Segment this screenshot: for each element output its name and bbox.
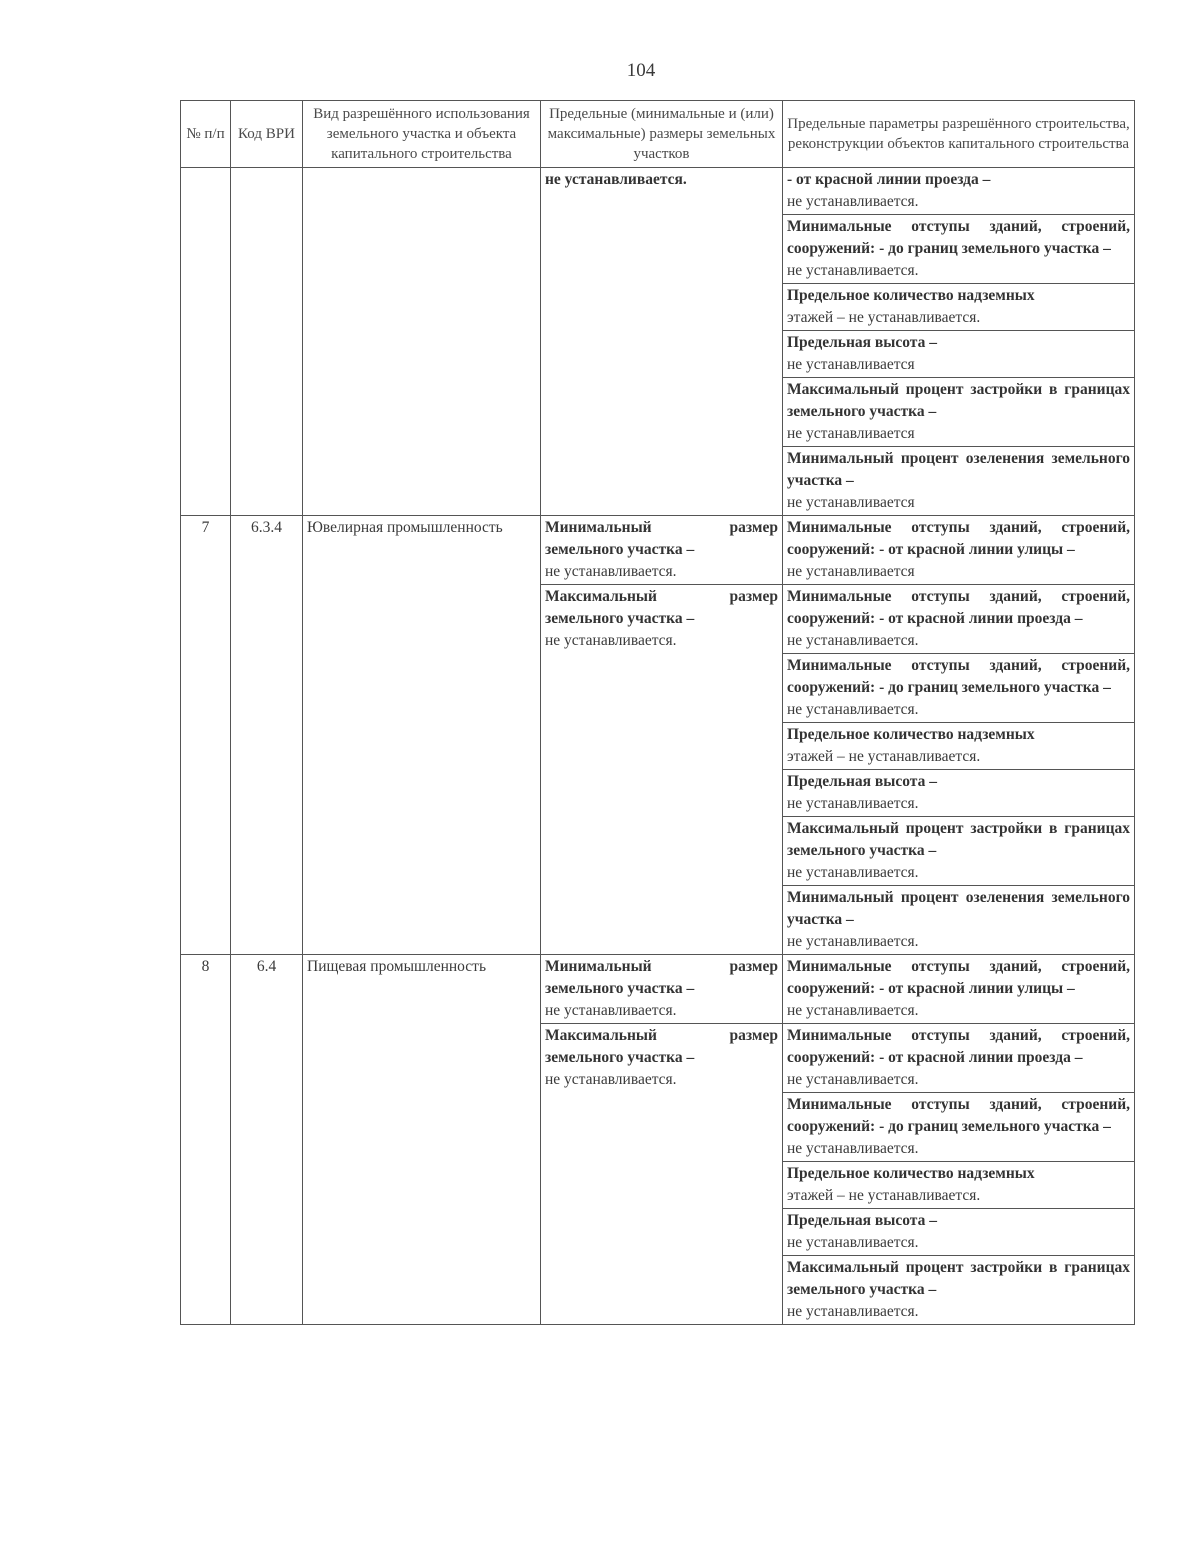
- param-bold: Предельная высота –: [787, 773, 937, 790]
- param-bold: Предельное количество надземных: [787, 287, 1035, 304]
- param-plain: этажей – не устанавливается.: [787, 309, 981, 326]
- row-number: 7: [181, 516, 231, 955]
- param-cell: [783, 215, 1135, 284]
- param-cell: [783, 585, 1135, 654]
- max-size-bold: Максимальный размер земельного участка –: [545, 588, 778, 627]
- min-size-bold: Минимальный размер земельного участка –: [545, 958, 778, 997]
- header-sizes: Предельные (минимальные и (или) максимальные) размеры земельных участков: [541, 101, 783, 168]
- param-plain: не устанавливается.: [787, 1002, 919, 1019]
- param-bold: Минимальные отступы зданий, строений, сооружений: - от красной линии проезда –: [787, 1027, 1130, 1066]
- max-size-cell: [541, 585, 783, 955]
- param-plain: не устанавливается.: [787, 1303, 919, 1320]
- param-cell: [783, 1162, 1135, 1209]
- row-use: Ювелирная промышленность: [303, 516, 541, 955]
- param-cell: [783, 955, 1135, 1024]
- param-cell: [783, 331, 1135, 378]
- param-cell: [783, 1024, 1135, 1093]
- param-bold: Минимальные отступы зданий, строений, сооружений: - от красной линии улицы –: [787, 519, 1130, 558]
- param-plain: не устанавливается.: [787, 1140, 919, 1157]
- param-plain: не устанавливается.: [787, 262, 919, 279]
- min-size-bold: Минимальный размер земельного участка –: [545, 519, 778, 558]
- param-plain: не устанавливается.: [787, 1071, 919, 1088]
- header-num: № п/п: [181, 101, 231, 168]
- param-bold: Минимальные отступы зданий, строений, сооружений: - до границ земельного участка –: [787, 218, 1130, 257]
- param-bold: Предельная высота –: [787, 1212, 937, 1229]
- param-bold: Предельное количество надземных: [787, 1165, 1035, 1182]
- param-plain: не устанавливается.: [787, 1234, 919, 1251]
- param-cell: [783, 654, 1135, 723]
- cont-num-cell: [181, 168, 231, 516]
- param-plain: этажей – не устанавливается.: [787, 1187, 981, 1204]
- param-cell: [783, 723, 1135, 770]
- cont-size-cell: [541, 168, 783, 516]
- cont-size-text: не устанавливается.: [545, 171, 687, 188]
- param-bold: Минимальные отступы зданий, строений, сооружений: - до границ земельного участка –: [787, 1096, 1130, 1135]
- param-plain: не устанавливается.: [787, 193, 919, 210]
- param-bold: Минимальный процент озеленения земельного участка –: [787, 889, 1130, 928]
- row-code: 6.3.4: [231, 516, 303, 955]
- param-bold: Максимальный процент застройки в границах земельного участка –: [787, 1259, 1130, 1298]
- param-cell: [783, 284, 1135, 331]
- param-cell: [783, 516, 1135, 585]
- header-code: Код ВРИ: [231, 101, 303, 168]
- param-cell: [783, 1209, 1135, 1256]
- header-params: Предельные параметры разрешённого строительства, реконструкции объектов капитального строительства: [783, 101, 1135, 168]
- min-size-plain: не устанавливается.: [545, 1002, 677, 1019]
- table-row: [181, 516, 1135, 585]
- param-cell: [783, 770, 1135, 817]
- param-cell: [783, 886, 1135, 955]
- max-size-bold: Максимальный размер земельного участка –: [545, 1027, 778, 1066]
- param-cell: [783, 447, 1135, 516]
- max-size-cell: [541, 1024, 783, 1325]
- param-plain: не устанавливается.: [787, 632, 919, 649]
- param-bold: Максимальный процент застройки в границах земельного участка –: [787, 820, 1130, 859]
- param-bold: Предельная высота –: [787, 334, 937, 351]
- row-code: 6.4: [231, 955, 303, 1325]
- param-bold: Минимальные отступы зданий, строений, сооружений: - от красной линии проезда –: [787, 588, 1130, 627]
- param-plain: не устанавливается: [787, 494, 915, 511]
- cont-use-cell: [303, 168, 541, 516]
- min-size-plain: не устанавливается.: [545, 563, 677, 580]
- max-size-plain: не устанавливается.: [545, 632, 677, 649]
- param-cell: [783, 817, 1135, 886]
- param-cell: [783, 1256, 1135, 1325]
- param-plain: не устанавливается.: [787, 933, 919, 950]
- table-row: [181, 955, 1135, 1024]
- param-plain: не устанавливается.: [787, 701, 919, 718]
- param-plain: не устанавливается: [787, 563, 915, 580]
- param-plain: не устанавливается: [787, 425, 915, 442]
- table-body: [181, 168, 1135, 1325]
- regulations-table-container: [180, 100, 1134, 1325]
- table-row: [181, 168, 1135, 215]
- param-bold: Минимальные отступы зданий, строений, сооружений: - от красной линии улицы –: [787, 958, 1130, 997]
- header-use: Вид разрешённого использования земельного участка и объекта капитального строительства: [303, 101, 541, 168]
- param-plain: не устанавливается.: [787, 795, 919, 812]
- page-number: 104: [626, 60, 656, 81]
- table-header-row: [181, 101, 1135, 168]
- row-number: 8: [181, 955, 231, 1325]
- param-cell: [783, 378, 1135, 447]
- regulations-table: [180, 100, 1135, 1325]
- row-use: Пищевая промышленность: [303, 955, 541, 1325]
- param-cell: [783, 168, 1135, 215]
- param-cell: [783, 1093, 1135, 1162]
- param-bold: Максимальный процент застройки в границах земельного участка –: [787, 381, 1130, 420]
- param-bold: Минимальные отступы зданий, строений, сооружений: - до границ земельного участка –: [787, 657, 1130, 696]
- min-size-cell: [541, 955, 783, 1024]
- param-plain: не устанавливается.: [787, 864, 919, 881]
- min-size-cell: [541, 516, 783, 585]
- param-plain: этажей – не устанавливается.: [787, 748, 981, 765]
- param-bold: - от красной линии проезда –: [787, 171, 991, 188]
- param-bold: Предельное количество надземных: [787, 726, 1035, 743]
- max-size-plain: не устанавливается.: [545, 1071, 677, 1088]
- param-plain: не устанавливается: [787, 356, 915, 373]
- cont-code-cell: [231, 168, 303, 516]
- param-bold: Минимальный процент озеленения земельного участка –: [787, 450, 1130, 489]
